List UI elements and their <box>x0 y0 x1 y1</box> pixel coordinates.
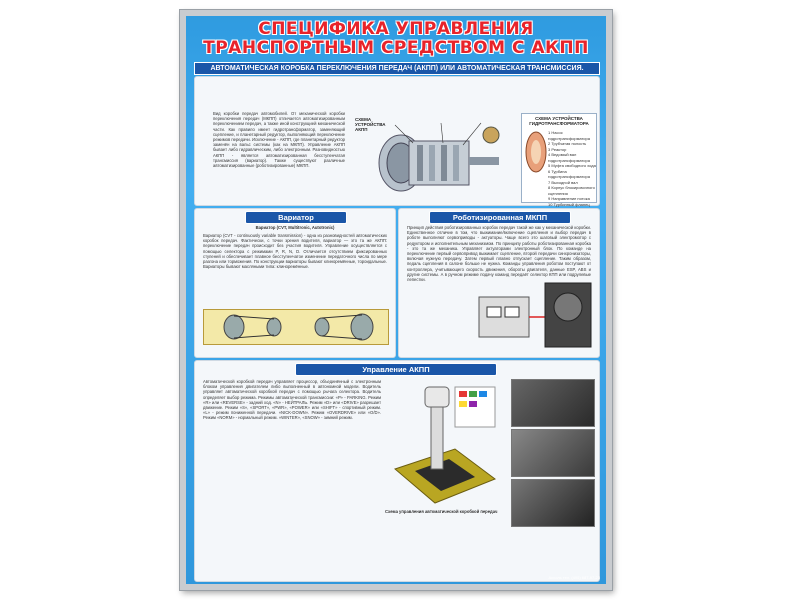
gear-selector-illustration <box>385 379 505 507</box>
robot-gearbox-illustration <box>475 277 595 353</box>
intro-ribbon: АВТОМАТИЧЕСКАЯ КОРОБКА ПЕРЕКЛЮЧЕНИЯ ПЕРЕДАЧ (АКПП) ИЛИ АВТОМАТИЧЕСКАЯ ТРАНСМИССИЯ. <box>194 62 600 75</box>
title-line-1: СПЕЦИФИКА УПРАВЛЕНИЯ <box>258 19 534 39</box>
legend-item: 5 Муфта свободного хода <box>548 163 596 168</box>
poster-footer: Ассоль тел. (495) 687-97-23 <box>548 575 600 580</box>
intro-panel <box>194 76 600 206</box>
selector-caption: Схема управления автоматической коробкой передач <box>385 509 498 514</box>
gear-lever-photo <box>511 429 595 477</box>
akpp-diagram <box>351 115 519 199</box>
robot-header: Роботизированная МКПП <box>429 211 571 224</box>
robot-panel <box>398 208 600 358</box>
control-header: Управление АКПП <box>295 363 497 376</box>
car-interior-photo <box>511 379 595 427</box>
legend-item: 2 Трубчатая полость <box>548 141 587 146</box>
title-line-2: ТРАНСПОРТНЫМ СРЕДСТВОМ С АКПП <box>203 38 589 58</box>
transmission-illustration <box>351 115 519 199</box>
variator-diagram <box>203 309 389 345</box>
legend-item: 6 Турбина гидротрансформатора <box>548 168 590 179</box>
torque-converter-title: СХЕМА УСТРОЙСТВА ГИДРОТРАНСФОРМАТОРА <box>529 116 589 126</box>
legend-item: 9 Направление потока <box>548 196 590 201</box>
poster-title <box>186 20 606 58</box>
robot-text: Принцип действия роботизированных коробок передач такой же как у механической коробки. Единственное отличие в том, что выжимание/включение сцепления и выбор передач в роботе выполняют сервоприводы - актуаторы. Чаще всего это шаговый электромотор с редуктором и исполнительным механизмом. По принципу работы роботизированная коробка - это та же механика. Управляет актуаторами электронный блок. По команде на переключение первый сервопривод выжимает сцепление, второй передачи синхронизаторы, включая нужную передачу. Затем первый плавно отпускает сцепление. Таким образом, педаль сцепления в салоне больше не нужна. Команды управления роботом поступают от контроллера, учитывающего скорость движения, обороты двигателя, данные ESP, ABS и другие системы. А в ручном режиме подачу команд передаёт селектор КПП или подрулевые лепестки. <box>407 225 591 283</box>
control-text: Автоматической коробкой передач управляет процессор, объединённый с электронным блоком управления двигателем либо выполненный в автономной модели. Водитель управляет автоматической коробкой передач с помощью рычага селектора. Водитель определяет выбор режима. Режимы автоматической трансмиссии: «Р» - PARKING. Режим «R» или «REVERSE» - задний ход. «N» - НЕЙТРАЛЬ. Режим «D» или «DRIVE» разрешает движение. Режим «S», «SPORT», «PWR», «POWER» или «SHIFT» - спортивный режим. «L» - режим пониженной передачи. «NICK-DOWN». Режим «OVERDRIVE» или «O/D». Режим «NORM» - нормальный режим. «WINTER», «SNOW» - зимний режим. <box>203 379 381 421</box>
legend-item: 3 Реактор <box>548 146 567 152</box>
legend-item: 8 Корпус блокировочного сцепления <box>548 185 595 196</box>
variator-heading: Вариатор (CVT, Multitronic, Autotronic) <box>255 225 335 230</box>
variator-text: Вариатор (CVT - continuously variable transmission) - одна из разновидностей автоматических коробок передач. Фактически, с точки зрения водителя, вариатор — это та же АКПП: переключение передач происходит без участия водителя. Управление осуществляется с помощью селектора с режимами P, R, N, D. Отличается отсутствием фиксированных ступеней и обеспечивает плавное бесступенчатое изменение передаточного числа по мере разгона или торможения. По конструкции вариаторы бывают клиноремённые, тороидальные. Вариаторы бывают масляными типа: клиноремённые. <box>203 233 387 270</box>
variator-header: Вариатор <box>245 211 347 224</box>
robot-text-continued <box>407 279 471 351</box>
legend-item: 1 Насос гидротрансформатора <box>548 130 590 141</box>
poster-frame <box>180 10 612 590</box>
pulley-illustration <box>204 310 388 344</box>
selector-caption-body <box>385 517 505 537</box>
selector-illustration-area <box>385 379 505 507</box>
gear-console-photo <box>511 479 595 527</box>
legend-item: 4 Ведомый вал гидротрансформатора <box>548 152 590 163</box>
intro-text: Вид коробки передач автомобилей. От механической коробки переключения передач (МКПП) отличается автоматизированным переключением передач, а также иной конструкцией механической части. Как правило имеет гидротрансформатор, заменяющий сцепление, и планетарный редуктор, выполняющий переключение режимов передачи. Исключение - АКПП, где планетарный редуктор заменён на вальс системы (как на МКПП). Управление АКПП бывает либо гидравлическим, либо электронным. Разновидностью АКПП - является автоматизированная бесступенчатая трансмиссия (вариатор). Также существуют различные автоматизированные (роботизированные) МКПП. <box>213 111 345 169</box>
torque-converter-diagram <box>521 113 597 207</box>
control-footnote <box>203 541 591 575</box>
akpp-diagram-title: СХЕМА УСТРОЙСТВА АКПП <box>355 117 386 132</box>
control-panel <box>194 360 600 582</box>
legend-item: 10 Турбинный фланец <box>548 201 590 207</box>
variator-panel <box>194 208 396 358</box>
poster <box>186 16 606 584</box>
legend-item: 7 Выходной вал <box>548 179 578 185</box>
